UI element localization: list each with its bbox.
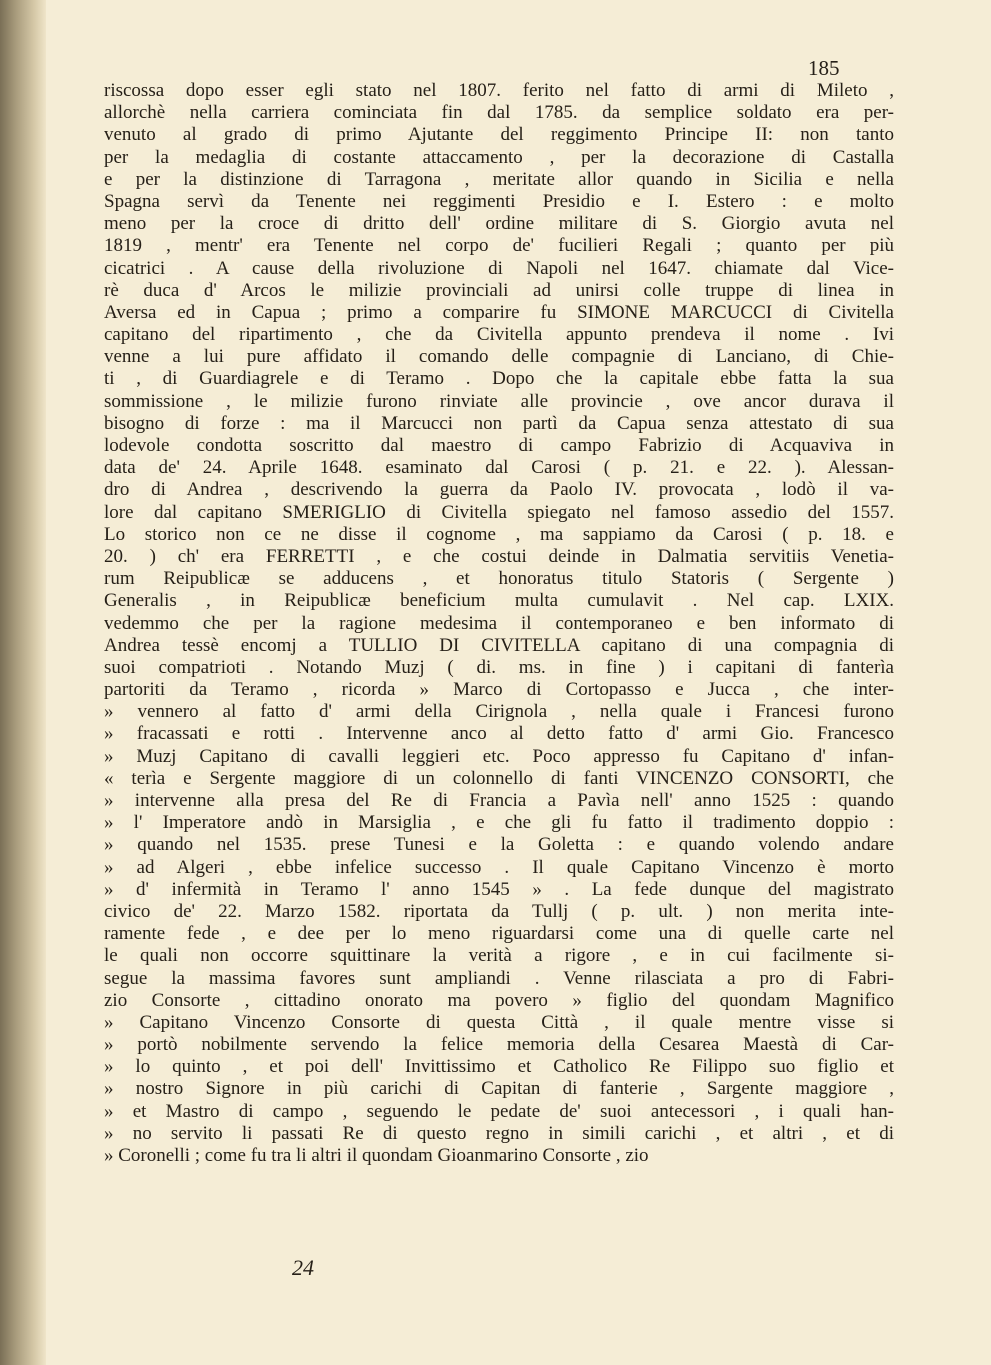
text-line: ramente fede , e dee per lo meno riguardarsi come una di quelle carte nel: [104, 923, 894, 945]
text-line: meno per la croce di dritto dell' ordine militare di S. Giorgio avuta nel: [104, 213, 894, 235]
text-line: » vennero al fatto d' armi della Cirignola , nella quale i Francesi furono: [104, 701, 894, 723]
signature-mark: 24: [292, 1255, 314, 1280]
text-line: » intervenne alla presa del Re di Francia a Pavìa nell' anno 1525 : quando: [104, 790, 894, 811]
text-line: Lo storico non ce ne disse il cognome , ma sappiamo da Carosi ( p. 18. e: [104, 523, 894, 545]
text-line: bisogno di forze : ma il Marcucci non partì da Capua senza attestato di sua: [104, 412, 894, 434]
text-line: e per la distinzione di Tarragona , meritate allor quando in Sicilia e nella: [104, 168, 894, 190]
text-line: dro di Andrea , descrivendo la guerra da Paolo IV. provocata , lodò il va-: [104, 479, 894, 501]
text-line: partoriti da Teramo , ricorda » Marco di Cortopasso e Jucca , che inter-: [104, 679, 894, 701]
text-line: » portò nobilmente servendo la felice memoria della Cesarea Maestà di Car-: [104, 1034, 894, 1056]
text-line: » lo quinto , et poi dell' Invittissimo et Catholico Re Filippo suo figlio et: [104, 1056, 894, 1078]
text-line: lore dal capitano SMERIGLIO di Civitella spiegato nel famoso assedio del 1557.: [104, 501, 894, 523]
text-line: » d' infermità in Teramo l' anno 1545 » . La fede dunque del magistrato: [104, 878, 894, 900]
text-line: capitano del ripartimento , che da Civitella appunto prendeva il nome . Ivi: [104, 324, 894, 346]
text-line: Spagna servì da Tenente nei reggimenti Presidio e I. Estero : e molto: [104, 190, 894, 212]
text-line: segue la massima favores sunt ampliandi . Venne rilasciata a pro di Fabri-: [104, 967, 894, 989]
text-line: Aversa ed in Capua ; primo a comparire fu SIMONE MARCUCCI di Civitella: [104, 301, 894, 323]
text-line: allorchè nella carriera cominciata fin dal 1785. da semplice soldato era per-: [104, 102, 894, 124]
text-line: Generalis , in Reipublicæ beneficium multa cumulavit . Nel cap. LXIX.: [104, 590, 894, 612]
text-line: venne a lui pure affidato il comando delle compagnie di Lanciano, di Chie-: [104, 346, 894, 368]
page-number: 185: [808, 56, 840, 80]
text-line: Andrea tessè encomj a TULLIO DI CIVITELLA capitano di una compagnia di: [104, 634, 894, 656]
text-line: ti , di Guardiagrele e di Teramo . Dopo che la capitale ebbe fatta la sua: [104, 368, 894, 390]
page-gutter-shadow: [0, 0, 46, 1365]
text-line: » ad Algeri , ebbe infelice successo . Il quale Capitano Vincenzo è morto: [104, 856, 894, 878]
text-line: » quando nel 1535. prese Tunesi e la Goletta : e quando volendo andare: [104, 834, 894, 856]
text-line: riscossa dopo esser egli stato nel 1807. ferito nel fatto di armi di Mileto ,: [104, 80, 894, 101]
text-line: zio Consorte , cittadino onorato ma povero » figlio del quondam Magnifico: [104, 989, 894, 1011]
text-line: » et Mastro di campo , seguendo le pedate de' suoi antecessori , i quali han-: [104, 1100, 894, 1122]
text-line: » Coronelli ; come fu tra li altri il quondam Gioanmarino Consorte , zio: [104, 1145, 649, 1166]
body-text: [104, 80, 894, 1167]
text-line: rum Reipublicæ se adducens , et honoratus titulo Statoris ( Sergente ): [104, 568, 894, 590]
text-line: civico de' 22. Marzo 1582. riportata da Tullj ( p. ult. ) non merita inte-: [104, 900, 894, 922]
text-line: » Muzj Capitano di cavalli leggieri etc. Poco appresso fu Capitano d' infan-: [104, 745, 894, 767]
text-line: » l' Imperatore andò in Marsiglia , e che gli fu fatto il tradimento doppio :: [104, 812, 894, 834]
text-line: venuto al grado di primo Ajutante del reggimento Principe II: non tanto: [104, 124, 894, 146]
text-line: suoi compatrioti . Notando Muzj ( di. ms. in fine ) i capitani di fanterìa: [104, 656, 894, 678]
text-line: rè duca d' Arcos le milizie provinciali ad unirsi colle truppe di linea in: [104, 279, 894, 301]
text-line: le quali non occorre squittinare la verità a rigore , e in cui facilmente si-: [104, 945, 894, 967]
text-line: vedemmo che per la ragione medesima il contemporaneo e ben informato di: [104, 612, 894, 634]
text-line: » Capitano Vincenzo Consorte di questa Città , il quale mentre visse si: [104, 1011, 894, 1033]
text-line: 1819 , mentr' era Tenente nel corpo de' fucilieri Regali ; quanto per più: [104, 235, 894, 257]
text-line: » fracassati e rotti . Intervenne anco al detto fatto d' armi Gio. Francesco: [104, 723, 894, 745]
text-line: 20. ) ch' era FERRETTI , e che costui deinde in Dalmatia servitiis Venetia-: [104, 545, 894, 567]
text-line: data de' 24. Aprile 1648. esaminato dal Carosi ( p. 21. e 22. ). Alessan-: [104, 457, 894, 479]
text-line: sommissione , le milizie furono rinviate alle provincie , ove ancor durava il: [104, 390, 894, 412]
text-line: lodevole condotta soscritto dal maestro di campo Fabrizio di Acquaviva in: [104, 435, 894, 456]
text-line: » no servito li passati Re di questo regno in simili carichi , et altri , et di: [104, 1122, 894, 1144]
text-line: per la medaglia di costante attaccamento , per la decorazione di Castalla: [104, 146, 894, 168]
text-line: cicatrici . A cause della rivoluzione di Napoli nel 1647. chiamate dal Vice-: [104, 257, 894, 279]
text-line: » nostro Signore in più carichi di Capitan di fanterie , Sargente maggiore ,: [104, 1078, 894, 1100]
text-line: « terìa e Sergente maggiore di un colonnello di fanti VINCENZO CONSORTI, che: [104, 767, 894, 789]
